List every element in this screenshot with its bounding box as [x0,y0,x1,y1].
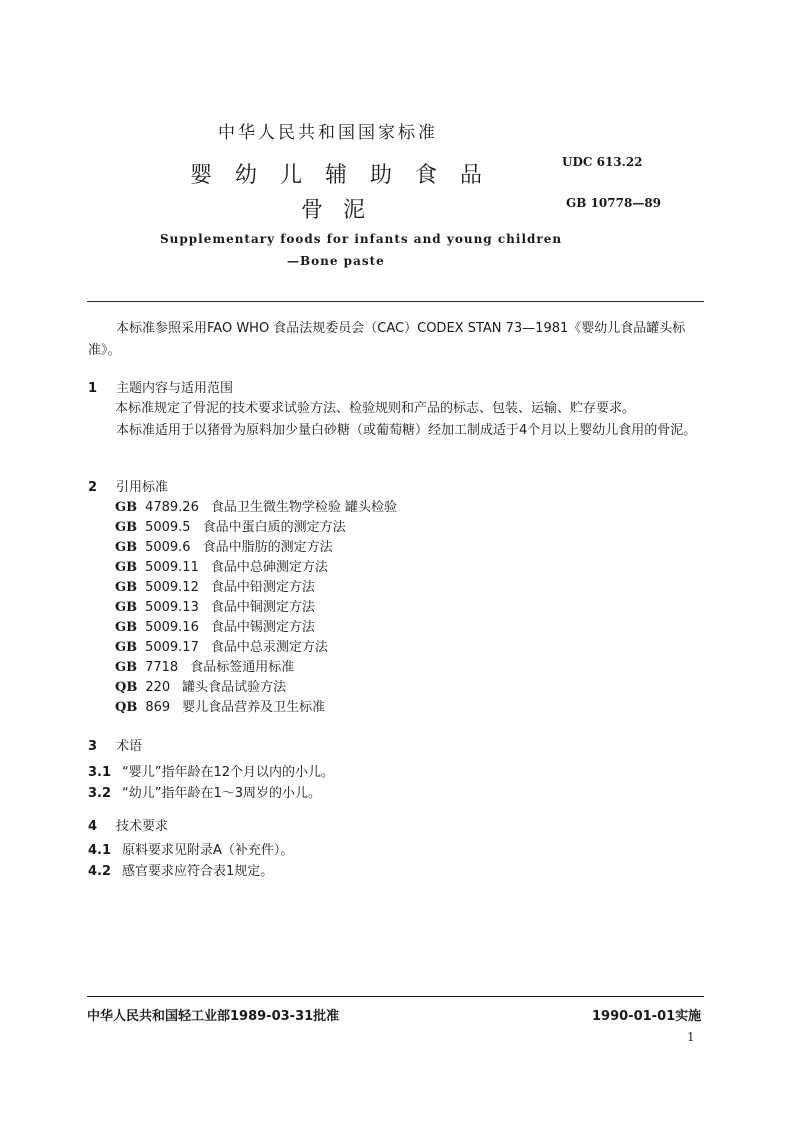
list-item: GB 7718 食品标签通用标准 [115,660,295,675]
section-number: 1 [88,381,98,396]
document-subtitle: 骨泥 [301,198,386,223]
list-item: QB 220 罐头食品试验方法 [115,680,287,695]
page-number: 1 [687,1030,695,1044]
section-title: 技术要求 [116,819,169,834]
list-item: GB 5009.5 食品中蛋白质的测定方法 [115,520,346,535]
effective-date: 1990-01-01实施 [592,1009,702,1024]
section-2-heading [88,476,168,495]
section-title: 引用标准 [116,480,169,495]
list-item: QB 869 婴儿食品营养及卫生标准 [115,700,326,715]
list-item: GB 4789.26 食品卫生微生物学检验 罐头检验 [115,500,397,515]
list-item: GB 5009.13 食品中铜测定方法 [115,600,315,615]
list-item: GB 5009.11 食品中总砷测定方法 [115,560,328,575]
section-1-paragraph-1: 本标准规定了骨泥的技术要求试验方法、检验规则和产品的标志、包装、运输、贮存要求。 [115,401,636,416]
gb-standard-code: GB 10778—89 [566,196,662,210]
national-standard-label: 中华人民共和国国家标准 [218,123,438,143]
section-4-heading [88,815,168,834]
header-divider [87,301,704,302]
section-number: 4 [88,819,98,834]
document-title: 婴幼儿辅助食品 [190,163,506,188]
section-title: 术语 [116,739,143,754]
section-number: 2 [88,480,98,495]
english-title-line1: Supplementary foods for infants and young children [160,232,563,246]
section-1-paragraph-2: 本标准适用于以猪骨为原料加少量白砂糖（或葡萄糖）经加工制成适于4个月以上婴幼儿食用的骨泥。 [116,423,697,438]
section-1-heading [88,377,233,396]
section-number: 3 [88,739,98,754]
intro-paragraph: 本标准参照采用FAO WHO 食品法规委员会（CAC）CODEX STAN 73—1981《婴幼儿食品罐头标准》。 [88,321,686,358]
requirement-item-4-1: 4.1 原料要求见附录A（补充件）。 [88,843,294,858]
english-title-line2: —Bone paste [287,254,385,268]
section-3-heading [88,735,142,754]
list-item: GB 5009.16 食品中锡测定方法 [115,620,315,635]
list-item: GB 5009.17 食品中总汞测定方法 [115,640,328,655]
list-item: GB 5009.6 食品中脂肪的测定方法 [115,540,333,555]
approval-statement: 中华人民共和国轻工业部1989-03-31批准 [87,1009,340,1024]
list-item: GB 5009.12 食品中铅测定方法 [115,580,315,595]
term-item-3-2: 3.2 “幼儿”指年龄在1～3周岁的小儿。 [88,786,322,801]
footer-divider [87,996,704,997]
term-item-3-1: 3.1 “婴儿”指年龄在12个月以内的小儿。 [88,765,335,780]
udc-code: UDC 613.22 [562,155,643,169]
reference-list [115,498,397,718]
requirement-item-4-2: 4.2 感官要求应符合表1规定。 [88,864,274,879]
section-title: 主题内容与适用范围 [116,381,234,396]
